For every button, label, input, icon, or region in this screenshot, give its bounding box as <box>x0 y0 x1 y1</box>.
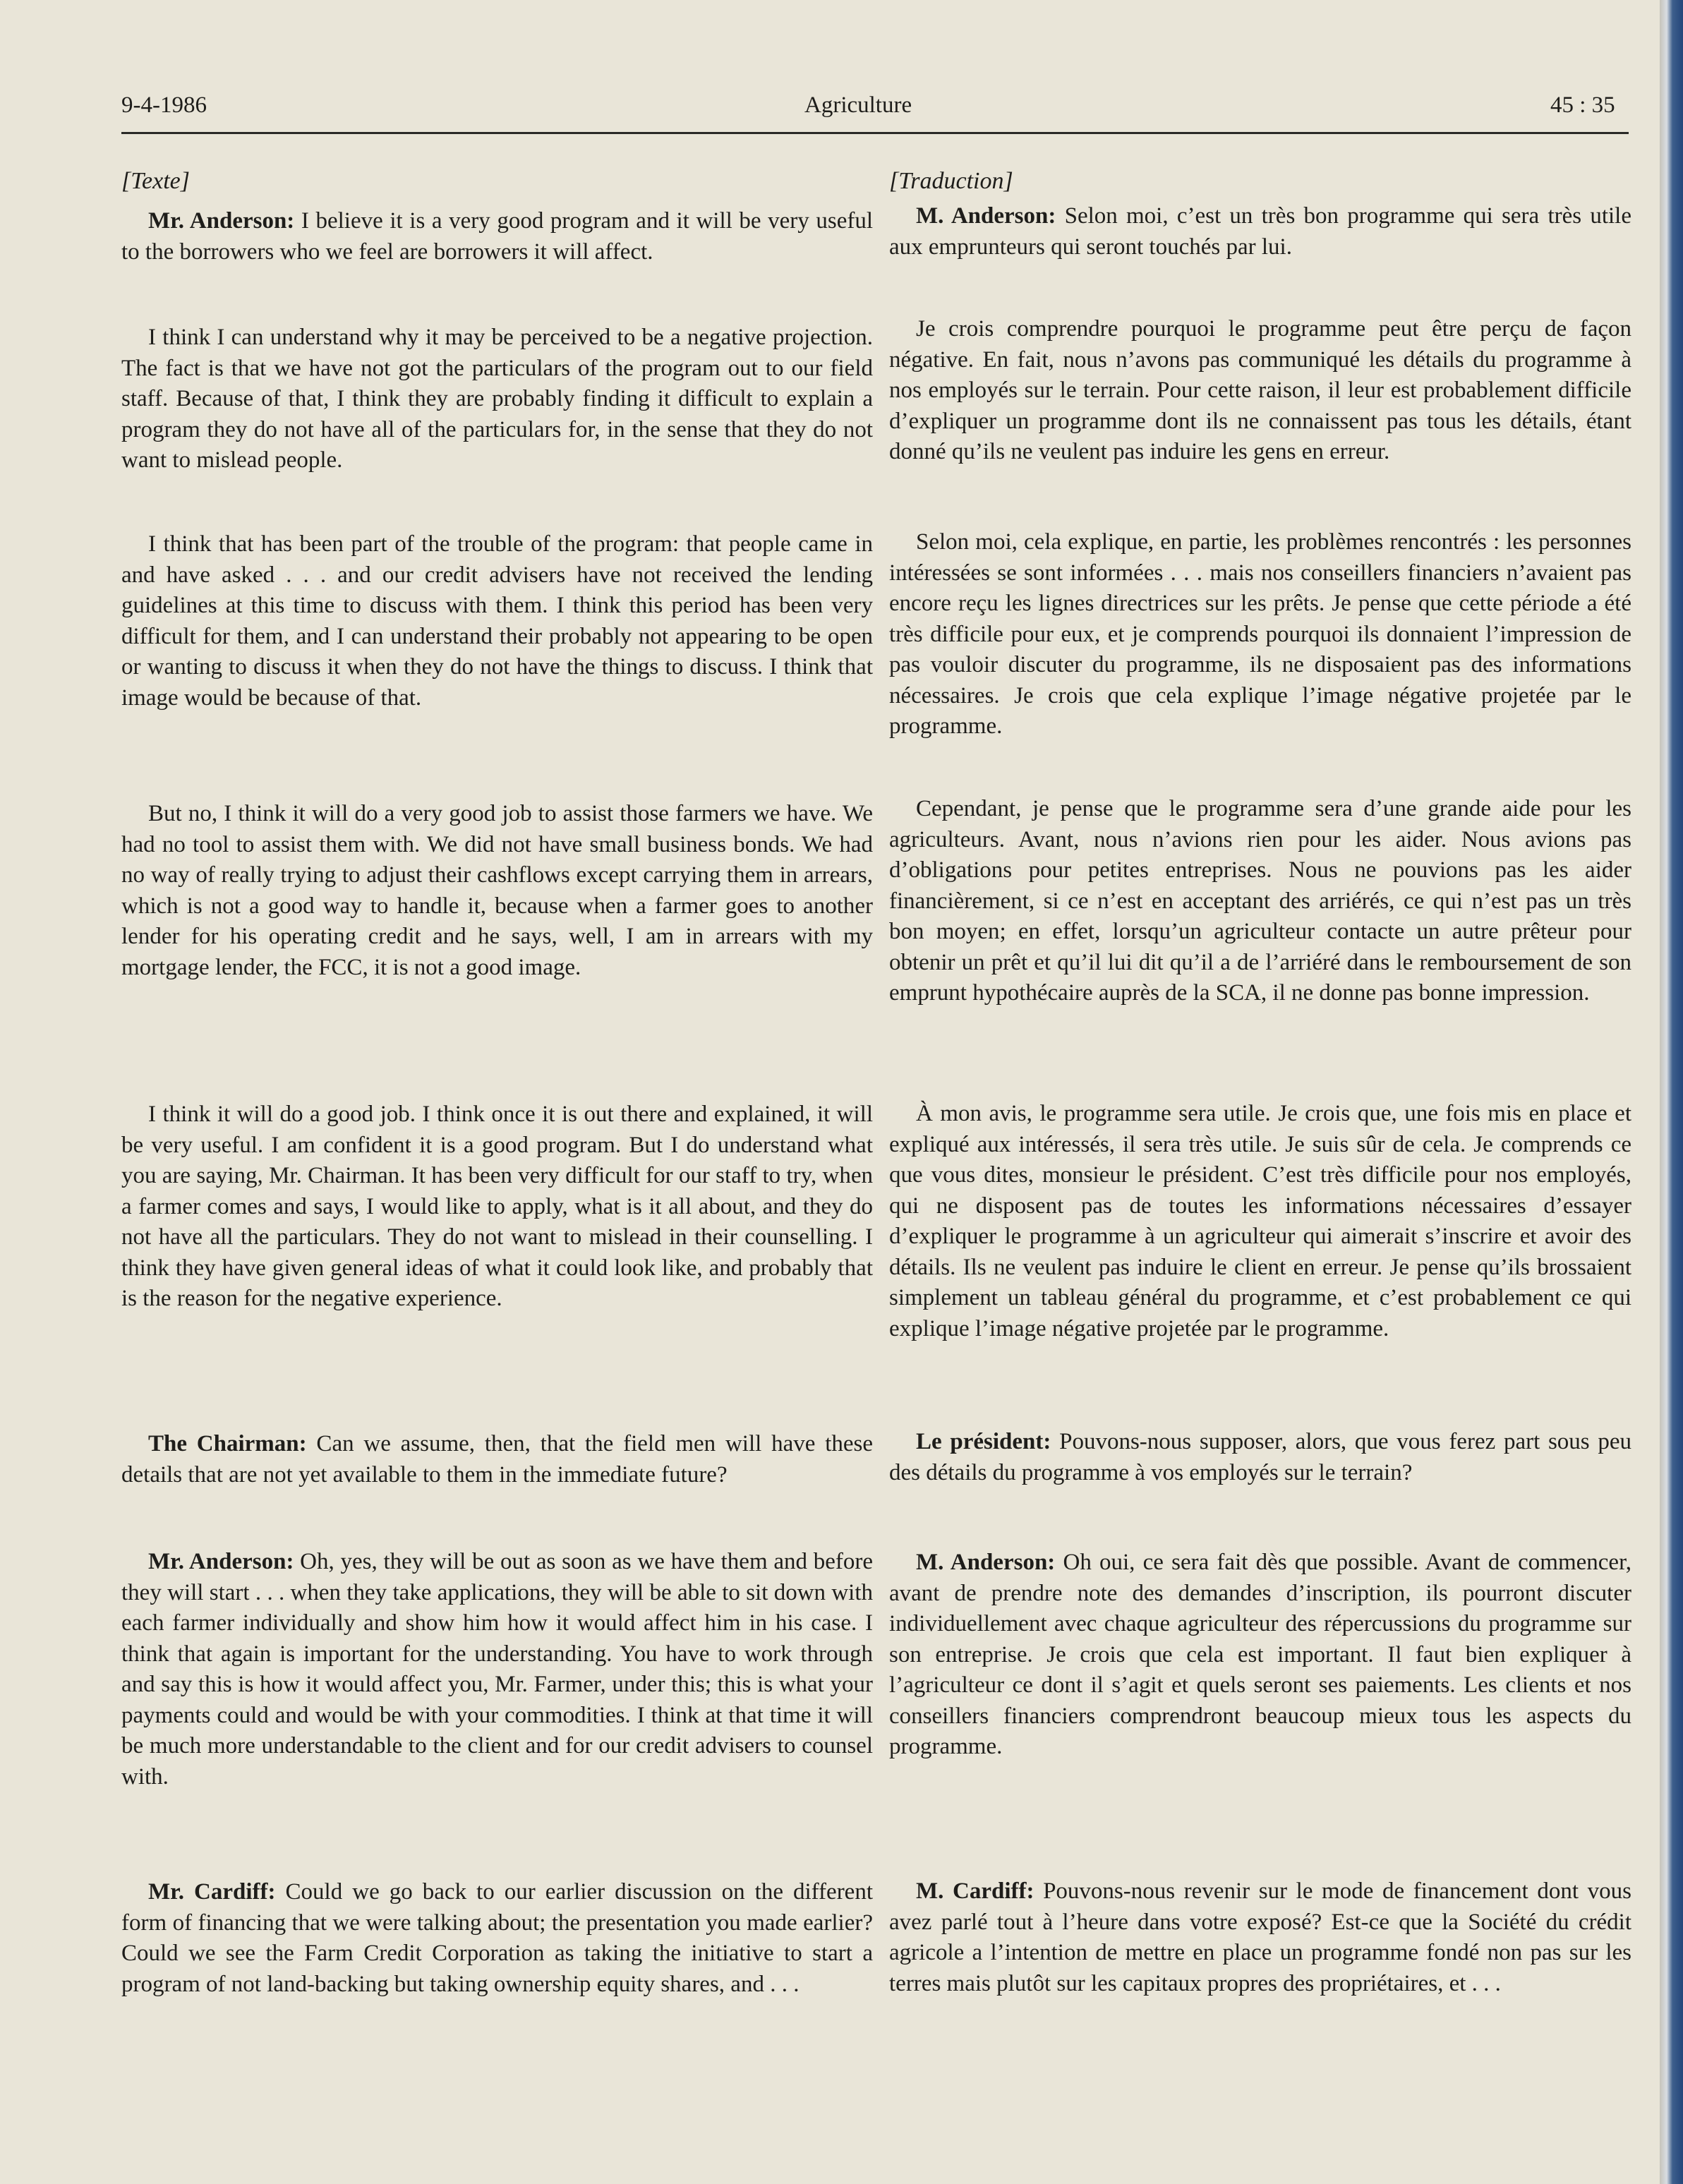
paragraph-text: Can we assume, then, that the field men will have these details that are not yet available to them in the immediate future? <box>121 1431 873 1488</box>
paragraph: Cependant, je pense que le programme sera d’une grande aide pour les agriculteurs. Avant, nous n’avions rien pour les aider. Nous avions pas d’obligations pour petites entreprises. Nous ne pouvions pas les aider financièrement, si ce n’est en acceptant des arriérés, ce qui n’est pas un très bon moyen; en effet, lorsqu’un agriculteur contacte un autre prêteur pour obtenir un prêt et qu’il lui dit qu’il a de l’arriéré dans le remboursement de son emprunt hypothécaire auprès de la SCA, il ne donne pas bonne impression. <box>889 796 1631 1006</box>
speaker-name: Mr. Anderson: <box>148 1549 294 1574</box>
paragraph <box>121 1429 873 1490</box>
header-date: 9-4-1986 <box>121 92 207 118</box>
paragraph <box>121 206 873 267</box>
paragraph-text: Could we go back to our earlier discussion on the different form of financing that we were talking about; the presentation you made earlier? Could we see the Farm Credit Corporation as taking the initiative to start a program of not land-backing but taking ownership equity shares, and . . . <box>121 1879 873 1997</box>
header-rule <box>121 132 1629 134</box>
paragraph <box>889 1876 1631 1999</box>
paragraph <box>889 201 1631 263</box>
paragraph <box>889 1547 1631 1763</box>
english-column <box>121 166 873 1997</box>
speaker-name: Le président: <box>916 1429 1051 1454</box>
paragraph: À mon avis, le programme sera utile. Je crois que, une fois mis en place et expliqué aux intéressés, il sera très utile. Je suis sûr de cela. Je comprends ce que vous dites, monsieur le président. C’est très difficile pour nos employés, qui ne disposent pas de toutes les informations nécessaires d’essayer d’expliquer le programme à un agriculteur qui aimerait s’inscrire et avoir des détails. Ils ne veulent pas induire le client en erreur. Je pense qu’ils brossaient simplement un tableau général du programme, et c’est probablement ce qui explique l’image négative projetée par le programme. <box>889 1101 1631 1341</box>
paragraph-text: I believe it is a very good program and it will be very useful to the borrowers who we feel are borrowers it will affect. <box>121 208 873 265</box>
header-page-number: 45 : 35 <box>1550 92 1615 118</box>
paragraph-text: Pouvons-nous supposer, alors, que vous ferez part sous peu des détails du programme à vos employés sur le terrain? <box>889 1429 1632 1485</box>
paragraph: But no, I think it will do a very good job to assist those farmers we have. We had no tool to assist them with. We did not have small business bonds. We had no way of really trying to adjust their cashflows except carrying them in arrears, which is not a good way to handle it, because when a farmer goes to another lender for his operating credit and he says, well, I am in arrears with my mortgage lender, the FCC, it is not a good image. <box>121 801 873 980</box>
paragraph: Selon moi, cela explique, en partie, les problèmes rencontrés : les personnes intéressées se sont informées . . . mais nos conseillers financiers n’avaient pas encore reçu les lignes directrices sur les prêts. Je pense que cette période a été très difficile pour eux, et je comprends pourquoi ils donnaient l’impression de pas vouloir discuter du programme, ils ne disposaient pas des informations nécessaires. Je crois que cela explique l’image négative projetée par le programme. <box>889 529 1631 739</box>
speaker-name: Mr. Cardiff: <box>148 1879 276 1905</box>
speaker-name: M. Anderson: <box>916 1550 1056 1575</box>
speaker-name: M. Anderson: <box>916 203 1056 229</box>
paragraph-text: Pouvons-nous revenir sur le mode de financement dont vous avez parlé tout à l’heure dans votre exposé? Est-ce que la Société du crédit agricole a l’intention de mettre en place un programme fondé non pas sur les terres mais plutôt sur les capitaux propres des propriétaires, et . . . <box>889 1878 1631 1996</box>
paragraph <box>121 1877 873 2000</box>
speaker-name: Mr. Anderson: <box>148 208 295 234</box>
texte-label: [Texte] <box>121 168 190 194</box>
header-title: Agriculture <box>804 92 912 118</box>
speaker-name: The Chairman: <box>148 1431 307 1456</box>
binding-edge <box>1660 0 1683 2184</box>
paragraph-text: Oh oui, ce sera fait dès que possible. Avant de commencer, avant de prendre note des demandes d’inscription, ils pourront discuter individuellement avec chaque agriculteur des répercussions du programme sur son entreprise. Je crois que cela est important. Il faut bien expliquer à l’agriculteur ce dont il s’agit et quels seront ses paiements. Les clients et nos conseillers financiers comprendront beaucoup mieux tous les aspects du programme. <box>889 1550 1631 1759</box>
paragraph: I think that has been part of the trouble of the program: that people came in and have asked . . . and our credit advisers have not received the lending guidelines at this time to discuss with them. I think this period has been very difficult for them, and I can understand their probably not appearing to be open or wanting to discuss it when they do not have the things to discuss. I think that image would be because of that. <box>121 531 873 711</box>
paragraph: Je crois comprendre pourquoi le programme peut être perçu de façon négative. En fait, nous n’avons pas communiqué les détails du programme à nos employés sur le terrain. Pour cette raison, il leur est probablement difficile d’expliquer un programme dont ils ne connaissent pas tous les détails, étant donné qu’ils ne veulent pas induire les gens en erreur. <box>889 316 1631 464</box>
speaker-name: M. Cardiff: <box>916 1878 1034 1904</box>
paragraph-text: Oh, yes, they will be out as soon as we have them and before they will start . . . when they take applications, they will be able to sit down with each farmer individually and show him how it would affect him in his case. I think that again is important for the understanding. You have to work through and say this is how it would affect you, Mr. Farmer, under this; this is what your payments could and would be with your commodities. I think at that time it will be much more understandable to the client and for our credit advisers to counsel with. <box>121 1549 873 1790</box>
traduction-label: [Traduction] <box>889 168 1013 194</box>
paragraph <box>121 1547 873 1792</box>
paragraph: I think I can understand why it may be perceived to be a negative projection. The fact is that we have not got the particulars of the program out to our field staff. Because of that, I think they are probably finding it difficult to explain a program they do not have all of the particulars for, in the sense that they do not want to mislead people. <box>121 325 873 473</box>
paragraph-text: Selon moi, c’est un très bon programme qui sera très utile aux emprunteurs qui seront touchés par lui. <box>889 203 1631 260</box>
paragraph: I think it will do a good job. I think once it is out there and explained, it will be very useful. I am confident it is a good program. But I do understand what you are saying, Mr. Chairman. It has been very difficult for our staff to try, when a farmer comes and says, I would like to apply, what is it all about, and they do not have all the particulars. They do not want to mislead in their counselling. I think they have given general ideas of what it could look like, and probably that is the reason for the negative experience. <box>121 1102 873 1311</box>
paragraph <box>889 1427 1631 1488</box>
french-column <box>889 166 1632 1996</box>
